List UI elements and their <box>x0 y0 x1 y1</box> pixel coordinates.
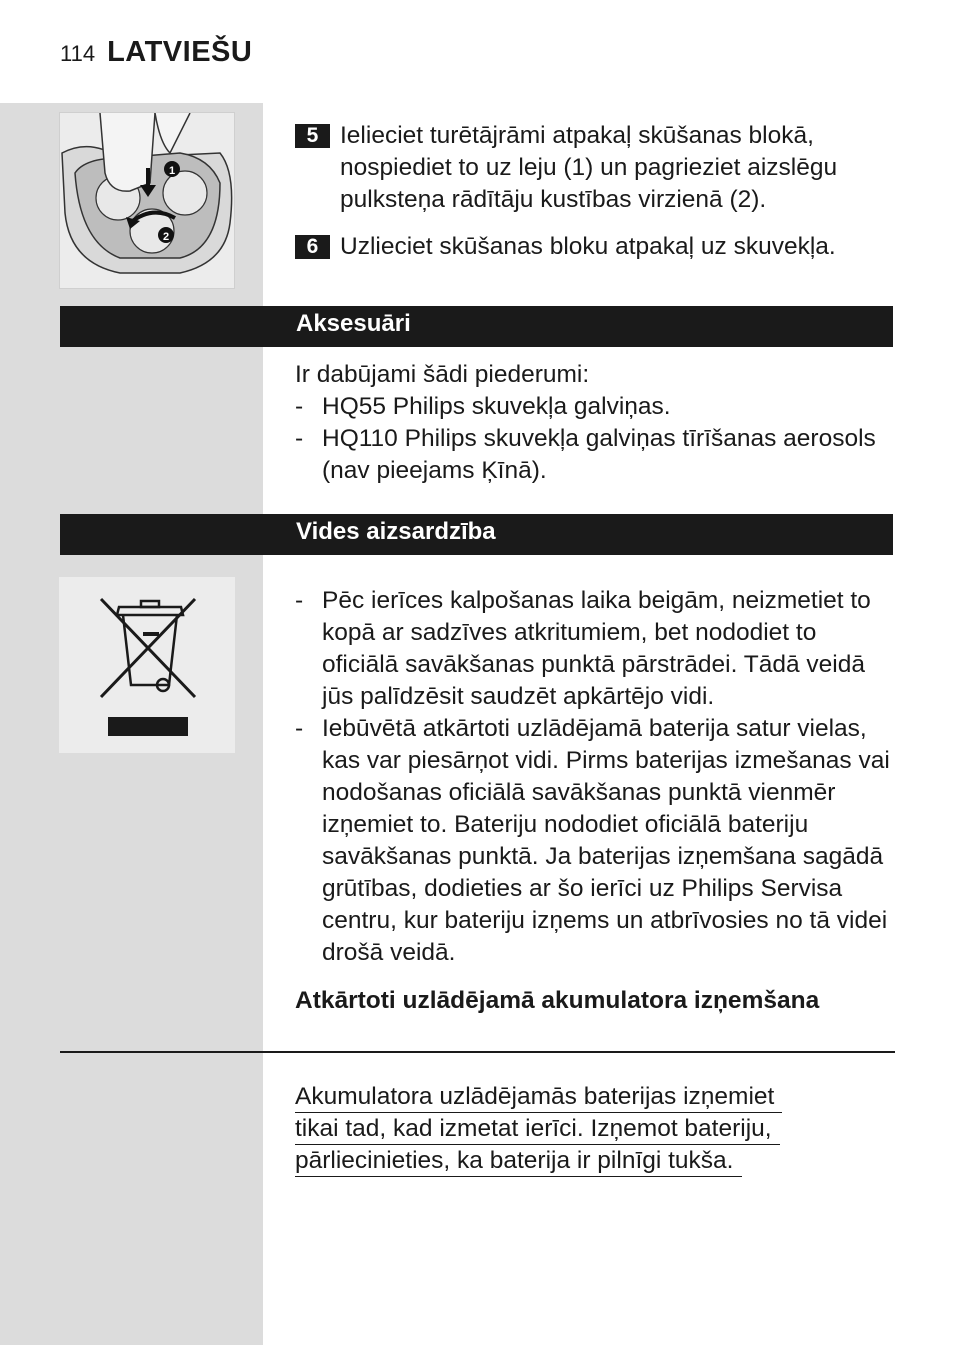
step-text: Uzlieciet skūšanas bloku atpakaļ uz skuvekļa. <box>340 233 836 260</box>
language-heading: LATVIEŠU <box>107 36 253 68</box>
section-title: Vides aizsardzība <box>296 518 496 545</box>
accessories-intro: Ir dabūjami šādi piederumi: <box>295 361 590 388</box>
environment-list <box>295 585 895 969</box>
accessories-list <box>295 391 895 487</box>
callout-2: 2 <box>162 231 170 243</box>
section-bar-accessories <box>60 306 893 347</box>
step-5 <box>295 120 895 216</box>
shaving-unit-lock-illustration <box>59 112 235 289</box>
section-bar-environment <box>60 514 893 555</box>
figure-pointer <box>235 577 263 591</box>
warning-line: tikai tad, kad izmetat ierīci. Izņemot bateriju, <box>295 1113 780 1145</box>
warning-line: pārliecinieties, ka baterija ir pilnīgi tukša. <box>295 1145 742 1177</box>
step-6 <box>295 231 895 263</box>
page-header <box>60 36 252 69</box>
accessories-content <box>295 359 895 487</box>
step-number-badge: 5 <box>295 124 330 148</box>
list-item: - HQ55 Philips skuvekļa galviņas. <box>295 391 895 423</box>
callout-1: 1 <box>168 165 176 177</box>
list-item: - HQ110 Philips skuvekļa galviņas tīrīšanas aerosols (nav pieejams Ķīnā). <box>295 423 895 487</box>
section-divider <box>60 1051 895 1053</box>
warning-line: Akumulatora uzlādējamās baterijas izņemiet <box>295 1081 782 1113</box>
list-item: - Iebūvētā atkārtoti uzlādējamā baterija satur vielas, kas var piesārņot vidi. Pirms baterijas izmešanas vai nodošanas oficiālā savākšanas punktā vienmēr izņemiet to. Bateriju nododiet oficiālā bateriju savākšanas punktā. Ja baterijas izņemšana sagādā grūtības, dodieties ar šo ierīci uz Philips Servisa centru, kur bateriju izņems un atbrīvosies no tā videi drošā veidā. <box>295 713 895 969</box>
crossed-out-wheelie-bin-icon <box>59 577 235 753</box>
step-number-badge: 6 <box>295 235 330 259</box>
figure-pointer <box>235 112 263 126</box>
section-title: Aksesuāri <box>296 310 411 337</box>
page-number: 114 <box>60 41 96 66</box>
step-text: Ielieciet turētājrāmi atpakaļ skūšanas blokā, nospiediet to uz leju (1) un pagrieziet aizslēgu pulksteņa rādītāju kustības virzienā (2). <box>340 122 838 213</box>
recycling-figure <box>59 577 235 753</box>
battery-removal-heading: Atkārtoti uzlādējamā akumulatora izņemšana <box>295 987 820 1014</box>
environment-content <box>295 585 895 969</box>
shaving-unit-icon <box>60 113 234 288</box>
battery-warning <box>295 1081 895 1177</box>
list-item: - Pēc ierīces kalpošanas laika beigām, neizmetiet to kopā ar sadzīves atkritumiem, bet nododiet to oficiālā savākšanas punktā pārstrādei. Tādā veidā jūs palīdzēsit saudzēt apkārtējo vidi. <box>295 585 895 713</box>
